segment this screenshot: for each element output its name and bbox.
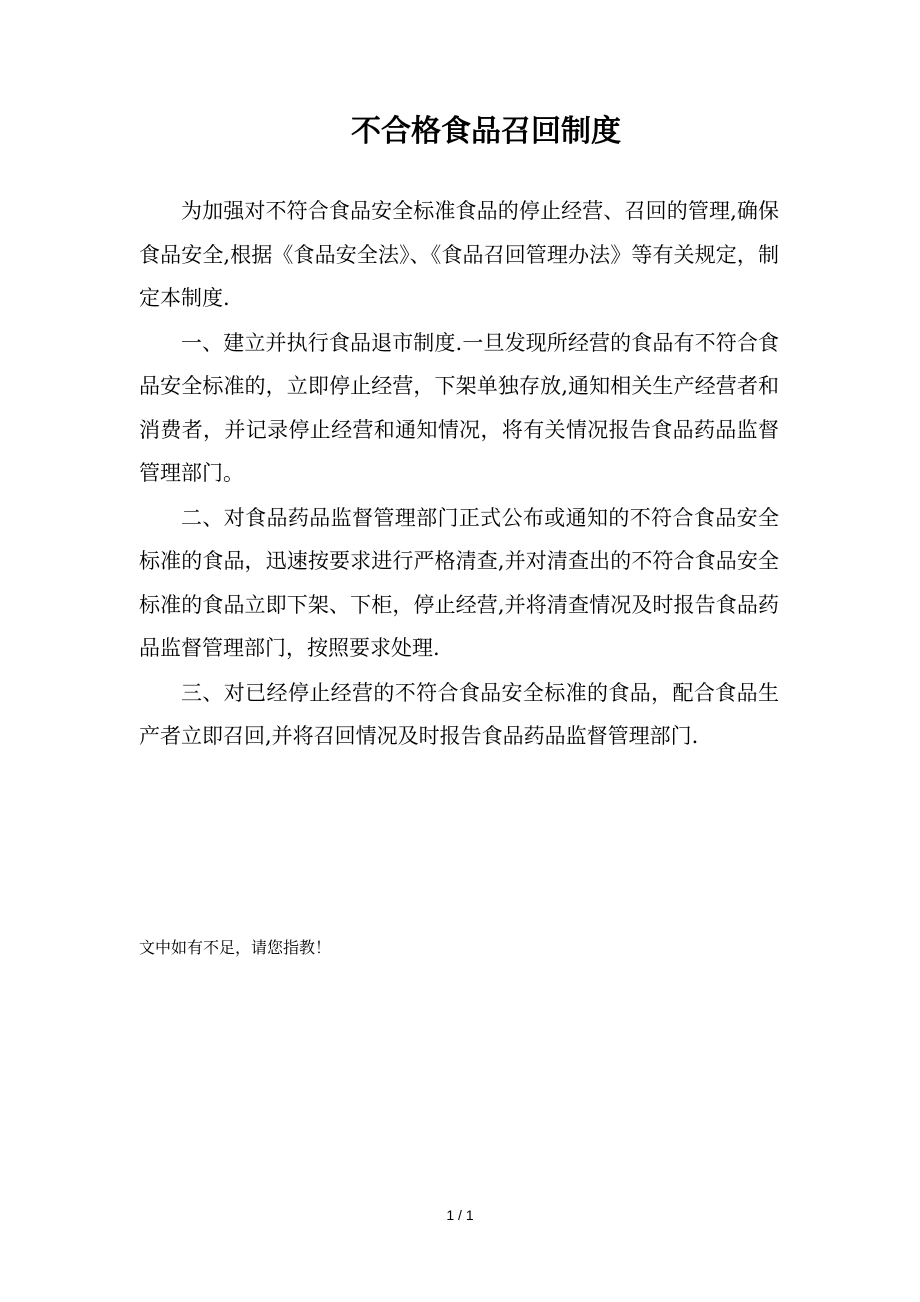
closing-note: 文中如有不足，请您指教！ <box>139 938 332 957</box>
document-title: 不合格食品召回制度 <box>351 114 621 149</box>
clause-one-paragraph: 一、建立并执行食品退市制度.一旦发现所经营的食品有不符合食品安全标准的，立即停止经营，下架单独存放,通知相关生产经营者和消费者，并记录停止经营和通知情况，将有关情况报告食品药品监督管理部门。 <box>139 330 779 485</box>
clause-three-paragraph: 三、对已经停止经营的不符合食品安全标准的食品，配合食品生产者立即召回,并将召回情况及时报告食品药品监督管理部门. <box>139 680 779 748</box>
intro-paragraph: 为加强对不符合食品安全标准食品的停止经营、召回的管理,确保食品安全,根据《食品安全法》、《食品召回管理办法》等有关规定，制定本制度. <box>139 199 779 310</box>
clause-two-paragraph: 二、对食品药品监督管理部门正式公布或通知的不符合食品安全标准的食品，迅速按要求进行严格清查,并对清查出的不符合食品安全标准的食品立即下架、下柜，停止经营,并将清查情况及时报告食品药品监督管理部门，按照要求处理. <box>139 505 779 660</box>
document-body <box>139 190 779 760</box>
page-number: 1 / 1 <box>446 1207 474 1223</box>
